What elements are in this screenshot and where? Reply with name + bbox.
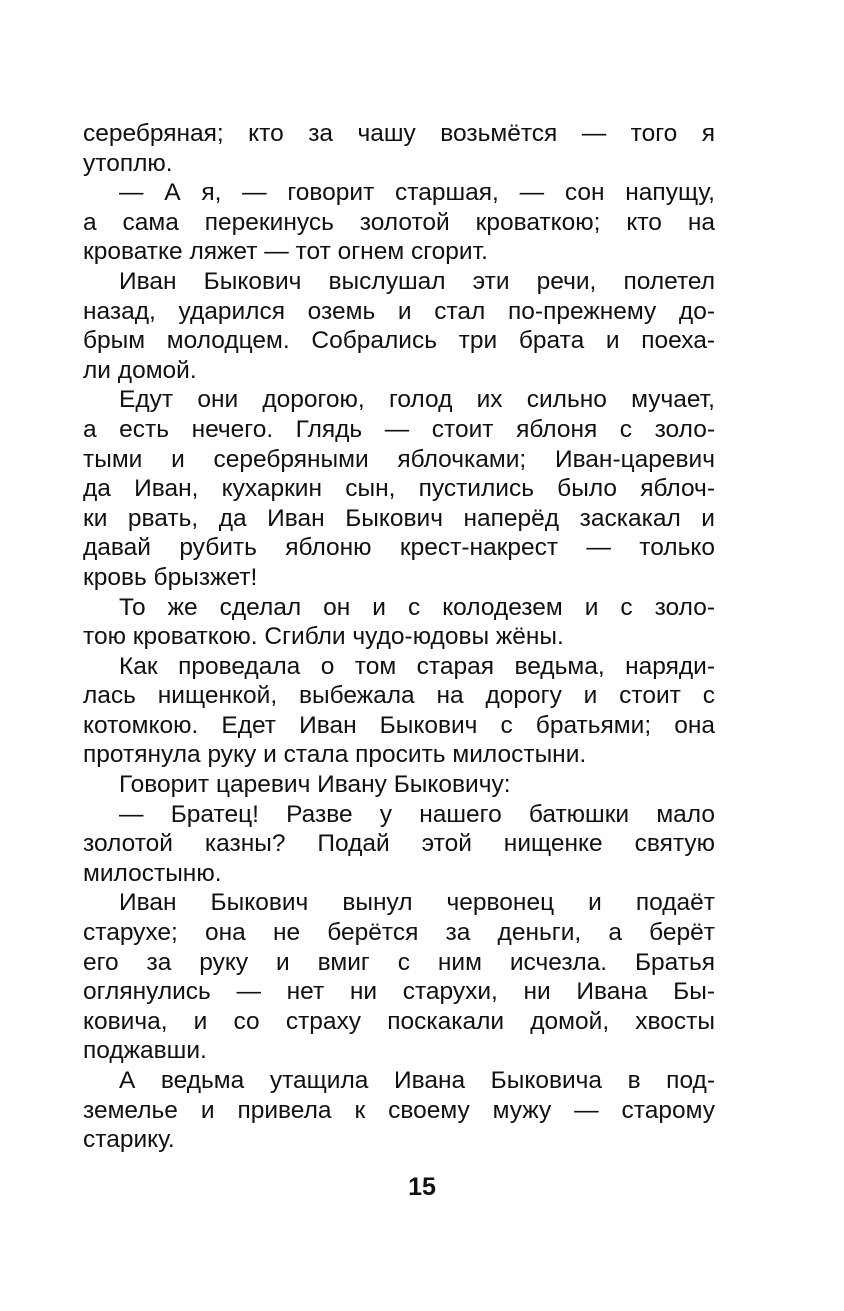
text-line: ковича, и со страху поскакали домой, хвосты (83, 1007, 715, 1035)
text-line: оглянулись — нет ни старухи, ни Ивана Бы- (83, 978, 715, 1006)
text-line: кровь брызжет! (83, 563, 258, 591)
text-line: старухе; она не берётся за деньги, а берёт (83, 919, 715, 947)
text-line: серебряная; кто за чашу возьмётся — того я (83, 120, 715, 147)
text-line: да Иван, кухаркин сын, пустились было яблоч- (83, 475, 715, 503)
text-line: тою кроваткою. Сгибли чудо-юдовы жёны. (83, 623, 564, 651)
text-line: котомкою. Едет Иван Быкович с братьями; она (83, 711, 715, 739)
page-number: 15 (408, 1173, 436, 1201)
text-line: ки рвать, да Иван Быкович наперёд заскакал и (83, 504, 715, 532)
text-line: милостыню. (83, 859, 222, 887)
text-line: давай рубить яблоню крест-накрест — только (83, 534, 715, 562)
text-line: брым молодцем. Собрались три брата и поеха- (83, 327, 715, 355)
text-line: Иван Быкович выслушал эти речи, полетел (119, 267, 715, 295)
text-line: золотой казны? Подай этой нищенке святую (83, 830, 715, 858)
text-line: Как проведала о том старая ведьма, наряди- (119, 652, 715, 680)
text-line: протянула руку и стала просить милостыни. (83, 741, 587, 769)
text-line: ли домой. (83, 356, 197, 384)
text-line: утоплю. (83, 149, 173, 177)
text-line: поджавши. (83, 1037, 207, 1065)
text-line: а есть нечего. Глядь — стоит яблоня с золо- (83, 415, 715, 443)
text-line: старику. (83, 1126, 175, 1154)
text-line: А ведьма утащила Ивана Быковича в под- (119, 1067, 715, 1094)
text-line: Едут они дорогою, голод их сильно мучает, (119, 386, 715, 414)
text-line: назад, ударился оземь и стал по-прежнему до- (83, 297, 715, 325)
text-line: Говорит царевич Ивану Быковичу: (119, 771, 511, 799)
text-line: кроватке ляжет — тот огнем сгорит. (83, 238, 488, 266)
text-line: — А я, — говорит старшая, — сон напущу, (119, 179, 715, 207)
text-line: а сама перекинусь золотой кроваткою; кто на (83, 208, 715, 236)
text-line: лась нищенкой, выбежала на дорогу и стоит с (83, 682, 715, 710)
text-line: его за руку и вмиг с ним исчезла. Братья (83, 948, 715, 976)
text-line: То же сделал он и с колодезем и с золо- (119, 593, 715, 621)
body-text (83, 119, 715, 1155)
text-line: — Братец! Разве у нашего батюшки мало (119, 800, 715, 828)
text-line: земелье и привела к своему мужу — старому (83, 1096, 715, 1124)
text-line: тыми и серебряными яблочками; Иван-царевич (83, 445, 715, 473)
text-line: Иван Быкович вынул червонец и подаёт (119, 889, 715, 917)
